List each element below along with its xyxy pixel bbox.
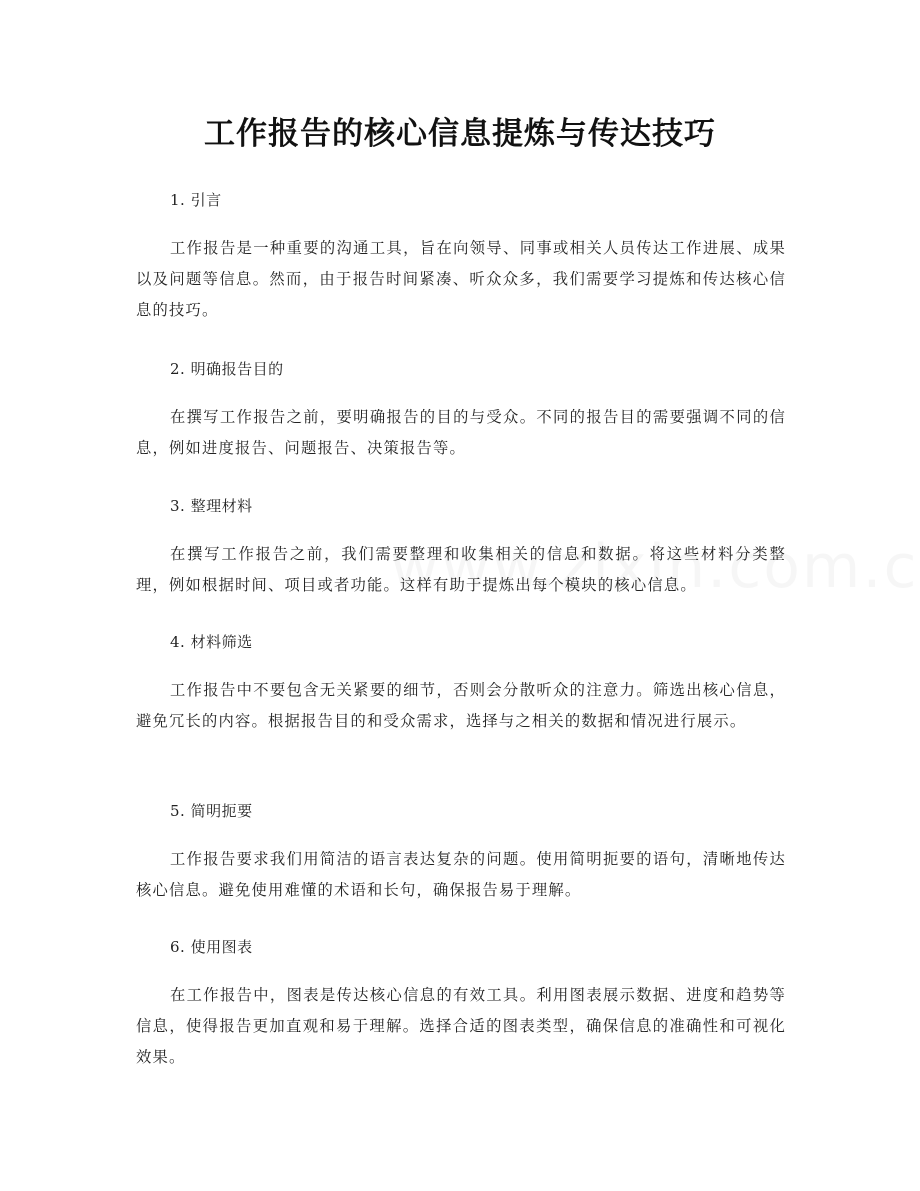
document-title: 工作报告的核心信息提炼与传达技巧 bbox=[204, 116, 716, 152]
section-paragraph-concise: 工作报告要求我们用简洁的语言表达复杂的问题。使用简明扼要的语句，清晰地传达核心信息。避免使用难懂的术语和长句，确保报告易于理解。 bbox=[136, 850, 786, 899]
section-paragraph-purpose: 在撰写工作报告之前，要明确报告的目的与受众。不同的报告目的需要强调不同的信息，例如进度报告、问题报告、决策报告等。 bbox=[136, 408, 786, 457]
section-heading-filtering: 4. 材料筛选 bbox=[170, 633, 253, 651]
section-heading-charts: 6. 使用图表 bbox=[170, 938, 253, 956]
section-heading-concise: 5. 简明扼要 bbox=[170, 802, 253, 820]
section-paragraph-filtering: 工作报告中不要包含无关紧要的细节，否则会分散听众的注意力。筛选出核心信息，避免冗长的内容。根据报告目的和受众需求，选择与之相关的数据和情况进行展示。 bbox=[136, 681, 786, 730]
section-heading-materials: 3. 整理材料 bbox=[170, 497, 253, 515]
section-heading-purpose: 2. 明确报告目的 bbox=[170, 360, 284, 378]
section-paragraph-charts: 在工作报告中，图表是传达核心信息的有效工具。利用图表展示数据、进度和趋势等信息，使得报告更加直观和易于理解。选择合适的图表类型，确保信息的准确性和可视化效果。 bbox=[136, 986, 786, 1066]
section-paragraph-intro: 工作报告是一种重要的沟通工具，旨在向领导、同事或相关人员传达工作进展、成果以及问题等信息。然而，由于报告时间紧凑、听众众多，我们需要学习提炼和传达核心信息的技巧。 bbox=[136, 239, 786, 319]
section-heading-intro: 1. 引言 bbox=[170, 191, 222, 209]
section-paragraph-materials: 在撰写工作报告之前，我们需要整理和收集相关的信息和数据。将这些材料分类整理，例如根据时间、项目或者功能。这样有助于提炼出每个模块的核心信息。 bbox=[136, 545, 786, 594]
